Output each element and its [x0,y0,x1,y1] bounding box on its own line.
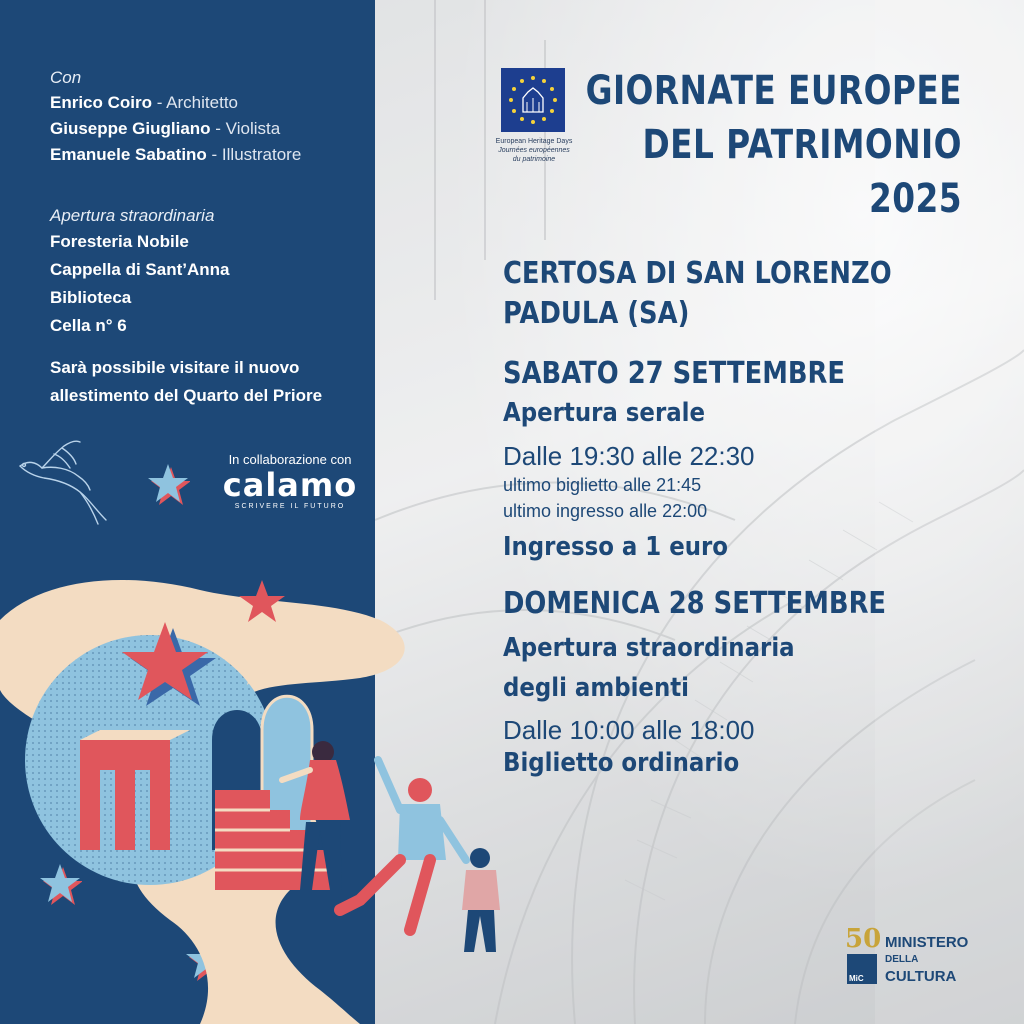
sunday-price: Biglietto ordinario [503,748,740,778]
title-line: DEL PATRIMONIO [642,122,962,168]
ministry-name [885,934,968,985]
star-decoration [146,462,190,506]
place-item: Cappella di Sant’Anna [50,260,230,279]
saturday-last-ticket: ultimo biglietto alle 21:45 [503,475,702,495]
credits-intro: Con [50,68,82,87]
eu-stars-icon [501,68,565,132]
credit-row [50,116,370,142]
dove-illustration [14,432,114,528]
credit-name: Emanuele Sabatino [50,145,207,164]
mic-badge [847,954,877,984]
event-info [503,254,1003,780]
sunday-event-line: Apertura straordinaria [503,633,795,663]
saturday-hours: Dalle 19:30 alle 22:30 [503,441,755,471]
eu-caption-line: du patrimoine [512,156,556,163]
credit-role: - Violista [210,119,281,138]
european-heritage-days-logo [501,68,565,132]
saturday-event: Apertura serale [503,398,706,428]
credits-block [50,66,370,168]
fifty-anniversary-mark: 50 [845,924,882,954]
saturday-date: SABATO 27 SETTEMBRE [503,356,846,391]
sunday-event-line: degli ambienti [503,673,690,703]
eu-caption-line: European Heritage Days [495,138,573,145]
place-item: Foresteria Nobile [50,232,189,251]
mic-badge-text: MiC [849,974,864,983]
ministry-line: DELLA [885,954,919,965]
ministry-logo [845,924,969,988]
location-line: PADULA (SA) [503,296,690,331]
eu-caption-line: Journées européennes [498,147,570,154]
title-line: 2025 [869,176,962,222]
event-title [586,64,962,226]
location-line: CERTOSA DI SAN LORENZO [503,256,892,291]
sunday-hours: Dalle 10:00 alle 18:00 [503,715,755,745]
saturday-price: Ingresso a 1 euro [503,532,729,562]
place-item: Biblioteca [50,288,132,307]
credit-name: Enrico Coiro [50,93,153,112]
calamo-tagline: SCRIVERE IL FUTURO [234,503,346,510]
special-opening-block [50,204,370,340]
family-visit-illustration [0,560,520,1024]
credit-row [50,90,370,116]
credit-name: Giuseppe Giugliano [50,119,211,138]
title-line: GIORNATE EUROPEE [585,68,962,114]
visit-note: Sarà possibile visitare il nuovo allestimento del Quarto del Priore [50,358,323,405]
collaboration-block [210,452,370,510]
credit-row [50,142,370,168]
credit-role: - Architetto [152,93,238,112]
ministry-line: CULTURA [885,968,957,985]
ministry-line: MINISTERO [885,934,969,951]
collaboration-label: In collaborazione con [228,452,352,467]
eu-caption [493,137,575,164]
sunday-date: DOMENICA 28 SETTEMBRE [503,586,887,621]
saturday-last-entry: ultimo ingresso alle 22:00 [503,501,708,521]
place-item: Cella n° 6 [50,316,127,335]
credit-role: - Illustratore [206,145,302,164]
calamo-logo: calamo [222,466,358,504]
opening-intro: Apertura straordinaria [50,206,215,225]
